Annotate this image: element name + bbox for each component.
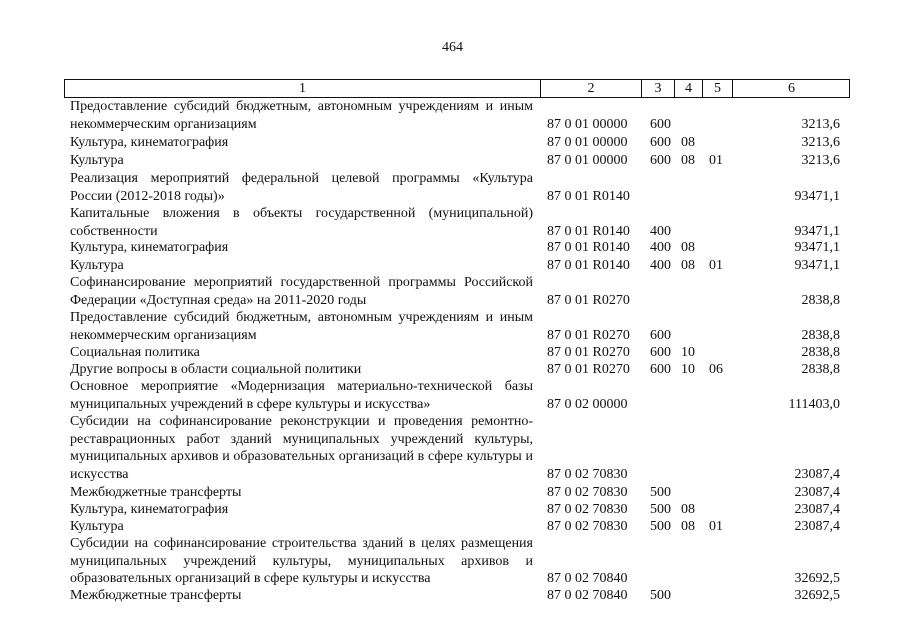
row-section: 08 <box>681 258 695 273</box>
row-name: Реализация мероприятий федеральной целевой программы «Культура России (2012-2018 годы)» <box>70 171 533 204</box>
row-expense-type: 400 <box>650 240 671 255</box>
row-name: Культура <box>70 153 124 168</box>
row-expense-type: 600 <box>650 135 671 150</box>
table-header <box>64 79 850 98</box>
row-expense-type: 600 <box>650 327 671 343</box>
row-amount: 32692,5 <box>794 588 840 603</box>
row-amount: 32692,5 <box>794 571 840 586</box>
row-code: 87 0 02 70830 <box>547 519 628 534</box>
row-amount: 23087,4 <box>794 466 840 482</box>
row-expense-type: 400 <box>650 258 671 273</box>
row-amount: 93471,1 <box>794 188 840 204</box>
header-col-5: 5 <box>702 80 732 97</box>
row-name: Культура <box>70 258 124 273</box>
row-code: 87 0 02 70830 <box>547 466 628 482</box>
row-amount: 23087,4 <box>794 485 840 500</box>
row-amount: 93471,1 <box>794 240 840 255</box>
row-code: 87 0 02 70840 <box>547 588 628 603</box>
header-col-3: 3 <box>641 80 674 97</box>
row-code: 87 0 01 00000 <box>547 116 628 132</box>
row-name: Социальная политика <box>70 345 200 360</box>
row-code: 87 0 02 70830 <box>547 502 628 517</box>
row-amount: 2838,8 <box>801 345 840 360</box>
row-section: 10 <box>681 345 695 360</box>
row-name: Межбюджетные трансферты <box>70 485 242 500</box>
row-code: 87 0 02 70840 <box>547 571 628 586</box>
row-section: 08 <box>681 135 695 150</box>
row-code: 87 0 02 70830 <box>547 485 628 500</box>
row-name: Основное мероприятие «Модернизация материально-технической базы муниципальных учреждений в сфере культуры и искусства» <box>70 379 533 412</box>
row-section: 08 <box>681 519 695 534</box>
row-expense-type: 600 <box>650 153 671 168</box>
row-amount: 23087,4 <box>794 502 840 517</box>
row-name: Культура, кинематография <box>70 135 229 150</box>
row-expense-type: 500 <box>650 485 671 500</box>
row-code: 87 0 01 R0270 <box>547 292 630 308</box>
row-name: Капитальные вложения в объекты государственной (муниципальной) собственности <box>70 206 533 239</box>
row-section: 10 <box>681 362 695 377</box>
row-name: Предоставление субсидий бюджетным, автономным учреждениям и иным некоммерческим организациям <box>70 99 533 132</box>
row-code: 87 0 01 00000 <box>547 135 628 150</box>
row-amount: 2838,8 <box>801 362 840 377</box>
row-expense-type: 500 <box>650 502 671 517</box>
row-amount: 3213,6 <box>801 116 840 132</box>
row-name: Софинансирование мероприятий государственной программы Российской Федерации «Доступная среда» на 2011-2020 годы <box>70 275 533 308</box>
row-name: Субсидии на софинансирование реконструкции и проведения ремонтно-реставрационных работ зданий муниципальных учреждений культуры, муниципальных архивов и образовательных организаций в сфере культуры и искусства <box>70 414 533 482</box>
row-amount: 2838,8 <box>801 327 840 343</box>
header-col-2: 2 <box>540 80 641 97</box>
row-expense-type: 500 <box>650 588 671 603</box>
row-name: Предоставление субсидий бюджетным, автономным учреждениям и иным некоммерческим организациям <box>70 310 533 343</box>
row-code: 87 0 01 R0140 <box>547 223 630 239</box>
row-section: 08 <box>681 153 695 168</box>
row-amount: 93471,1 <box>794 258 840 273</box>
row-name: Межбюджетные трансферты <box>70 588 242 603</box>
row-name: Субсидии на софинансирование строительства зданий в целях размещения муниципальных учреждений культуры, муниципальных архивов и образовательных организаций в сфере культуры и искусства <box>70 536 533 586</box>
row-name: Культура, кинематография <box>70 502 229 517</box>
row-expense-type: 500 <box>650 519 671 534</box>
header-col-1: 1 <box>299 81 306 96</box>
page-number: 464 <box>442 40 463 55</box>
header-col-4: 4 <box>674 80 702 97</box>
row-code: 87 0 01 R0270 <box>547 362 630 377</box>
row-code: 87 0 01 R0140 <box>547 258 630 273</box>
row-amount: 2838,8 <box>801 292 840 308</box>
row-code: 87 0 01 R0140 <box>547 188 630 204</box>
row-amount: 93471,1 <box>794 223 840 239</box>
row-subsection: 01 <box>709 258 723 273</box>
row-expense-type: 600 <box>650 116 671 132</box>
row-amount: 3213,6 <box>801 153 840 168</box>
row-expense-type: 600 <box>650 345 671 360</box>
row-code: 87 0 01 R0140 <box>547 240 630 255</box>
row-section: 08 <box>681 502 695 517</box>
row-name: Другие вопросы в области социальной политики <box>70 362 362 377</box>
header-col-6: 6 <box>732 80 850 97</box>
row-subsection: 06 <box>709 362 723 377</box>
row-amount: 3213,6 <box>801 135 840 150</box>
row-subsection: 01 <box>709 519 723 534</box>
row-expense-type: 400 <box>650 223 671 239</box>
row-code: 87 0 01 R0270 <box>547 345 630 360</box>
row-name: Культура <box>70 519 124 534</box>
row-code: 87 0 02 00000 <box>547 396 628 412</box>
row-code: 87 0 01 R0270 <box>547 327 630 343</box>
row-subsection: 01 <box>709 153 723 168</box>
row-expense-type: 600 <box>650 362 671 377</box>
row-section: 08 <box>681 240 695 255</box>
row-code: 87 0 01 00000 <box>547 153 628 168</box>
row-amount: 23087,4 <box>794 519 840 534</box>
row-amount: 111403,0 <box>788 396 840 412</box>
row-name: Культура, кинематография <box>70 240 229 255</box>
